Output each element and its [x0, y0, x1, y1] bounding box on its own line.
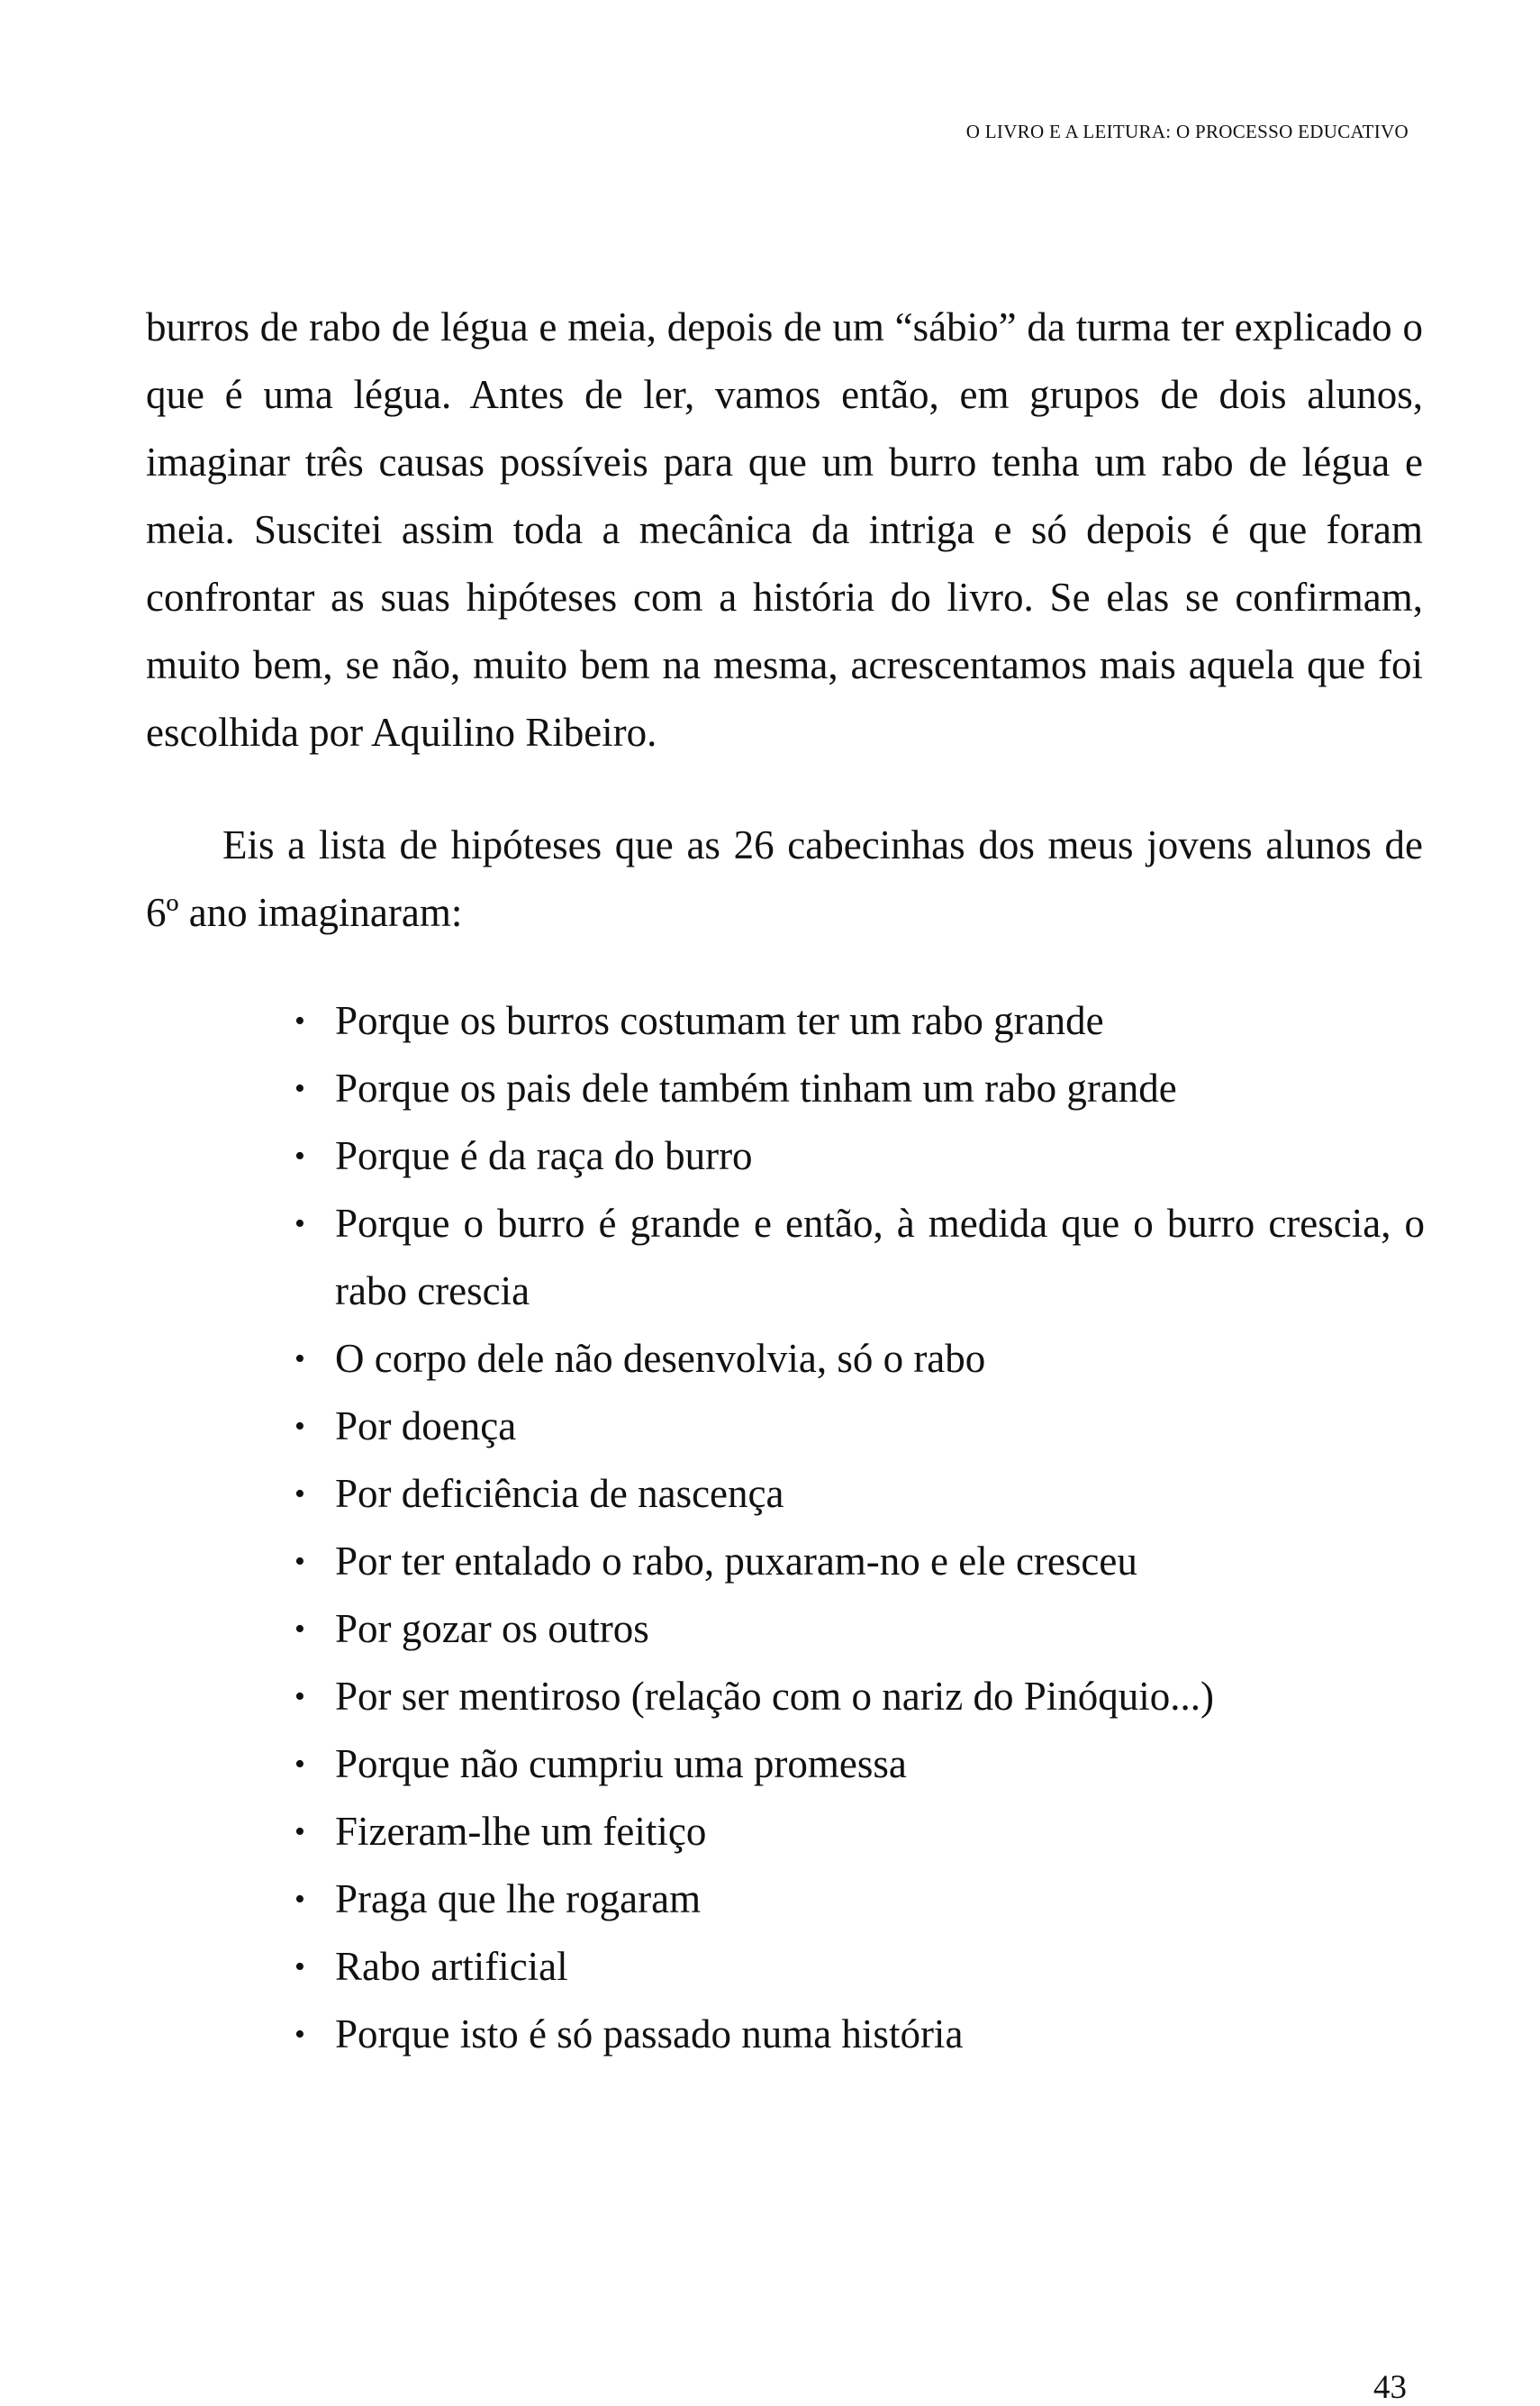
bullet-icon: • [294, 1072, 305, 1105]
list-item-text: Por gozar os outros [335, 1606, 649, 1651]
bullet-icon: • [294, 1815, 305, 1848]
page-number: 43 [1373, 2369, 1407, 2406]
list-item-text: Fizeram-lhe um feitiço [335, 1809, 707, 1854]
bullet-icon: • [294, 1342, 305, 1376]
list-item-text: Porque é da raça do burro [335, 1133, 753, 1178]
list-item-text: Por ser mentiroso (relação com o nariz do Pinóquio...) [335, 1674, 1215, 1719]
list-item [294, 1528, 1425, 1595]
bullet-icon: • [294, 1207, 305, 1240]
bullet-icon: • [294, 1883, 305, 1916]
bullet-icon: • [294, 1612, 305, 1646]
list-item [294, 1460, 1425, 1528]
list-item [294, 2001, 1425, 2068]
bullet-icon: • [294, 1748, 305, 1781]
list-item [294, 1933, 1425, 2001]
paragraph-hypotheses-intro: Eis a lista de hipóteses que as 26 cabecinhas dos meus jovens alunos de 6º ano imaginaram: [146, 822, 1423, 935]
list-item [294, 1393, 1425, 1460]
list-item [294, 1730, 1425, 1798]
list-item [294, 1798, 1425, 1866]
bullet-icon: • [294, 1680, 305, 1713]
paragraph-continuation: burros de rabo de légua e meia, depois de um “sábio” da turma ter explicado o que é uma légua. Antes de ler, vamos então, em grupos de dois alunos, imaginar três causas possíveis para que um burro tenha um rabo de légua e meia. Suscitei assim toda a mecânica da intriga e só depois é que foram confrontar as suas hipóteses com a história do livro. Se elas se confirmam, muito bem, se não, muito bem na mesma, acrescentamos mais aquela que foi escolhida por Aquilino Ribeiro. [146, 304, 1423, 755]
list-item [294, 1325, 1425, 1393]
list-item-text: Porque isto é só passado numa história [335, 2011, 964, 2056]
list-item-text: Praga que lhe rogaram [335, 1876, 702, 1921]
bullet-icon: • [294, 1004, 305, 1038]
bullet-icon: • [294, 1139, 305, 1173]
hypotheses-list [294, 987, 1425, 2068]
list-item-text: O corpo dele não desenvolvia, só o rabo [335, 1336, 986, 1381]
list-item [294, 1055, 1425, 1122]
list-item [294, 1122, 1425, 1190]
list-item-text: Porque o burro é grande e então, à medida que o burro crescia, o rabo crescia [335, 1201, 1425, 1313]
running-header: O LIVRO E A LEITURA: O PROCESSO EDUCATIVO [965, 121, 1409, 142]
list-item [294, 1663, 1425, 1730]
list-item-text: Por doença [335, 1403, 517, 1448]
list-item-text: Porque os burros costumam ter um rabo grande [335, 998, 1104, 1043]
bullet-icon: • [294, 2018, 305, 2051]
bullet-icon: • [294, 1477, 305, 1511]
bullet-icon: • [294, 1545, 305, 1578]
list-item-text: Porque os pais dele também tinham um rabo grande [335, 1066, 1177, 1111]
list-item [294, 1595, 1425, 1663]
list-item [294, 987, 1425, 1055]
list-item [294, 1866, 1425, 1933]
list-item-text: Porque não cumpriu uma promessa [335, 1741, 907, 1786]
list-item [294, 1190, 1425, 1325]
bullet-icon: • [294, 1950, 305, 1984]
list-item-text: Por deficiência de nascença [335, 1471, 784, 1516]
bullet-icon: • [294, 1410, 305, 1443]
list-item-text: Por ter entalado o rabo, puxaram-no e ele cresceu [335, 1539, 1137, 1584]
list-item-text: Rabo artificial [335, 1944, 568, 1989]
